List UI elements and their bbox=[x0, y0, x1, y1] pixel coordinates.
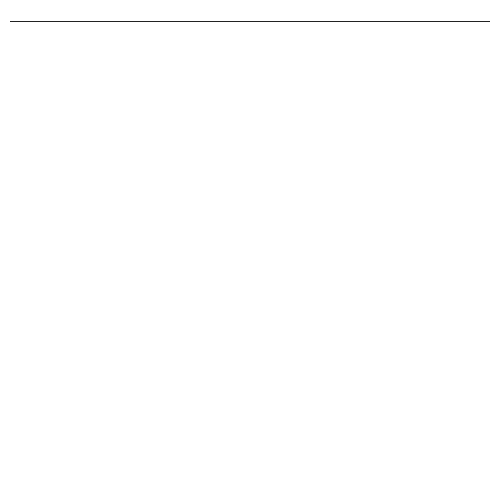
page-header bbox=[10, 3, 490, 23]
header-rule bbox=[10, 21, 490, 22]
